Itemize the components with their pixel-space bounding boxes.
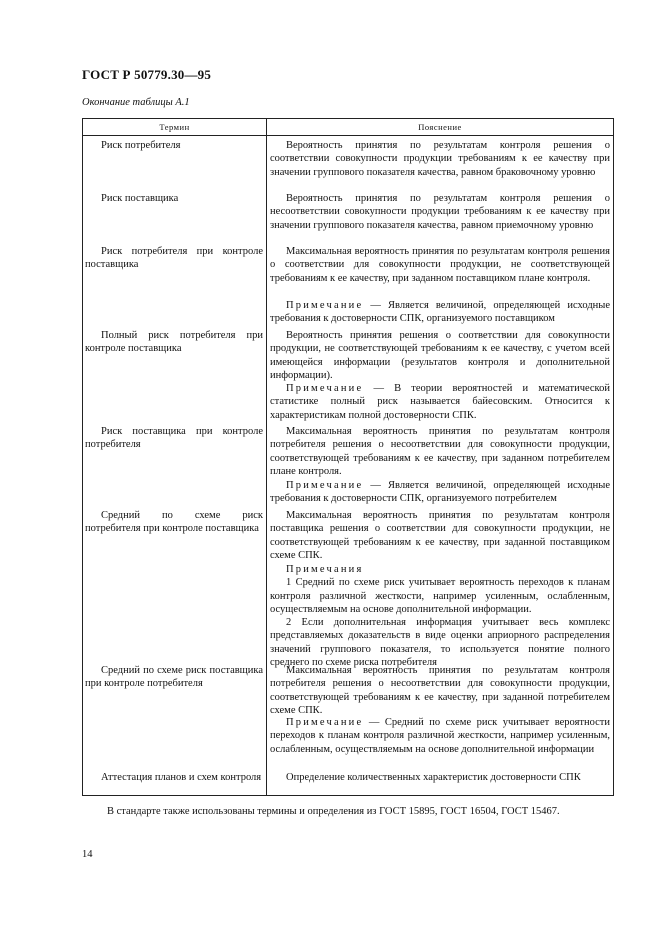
def-consumer-risk: Вероятность принятия по результатам контроля решения о соответствии совокупности продукции требованиям к ее качеству при значении группового показателя качества, равном браковочному уровню bbox=[270, 140, 610, 178]
page-number: 14 bbox=[82, 849, 93, 860]
def-average-supplier-risk: Максимальная вероятность принятия по результатам контроля потребителя решения о несоответствии для совокупности продукции, соответствующей требованиям к ее качеству, при заданной потребителем схеме СПК. bbox=[270, 665, 610, 716]
note-average-consumer-risk: Примечания 1 Средний по схеме риск учитывает вероятность переходов к планам контроля различной жесткости, например усиленным, ослабленным, осуществляемым на основе дополнительной информации. 2 Если дополнительная информация учитывает весь комплекс представляемых доказательств в виде оценки априорного распределения значений группового показателя, то используется понятие полного среднего по схеме риска потребителя bbox=[270, 564, 610, 669]
document-code: ГОСТ Р 50779.30—95 bbox=[82, 67, 212, 82]
note-supplier-risk-consumer-control: Примечание — Является величиной, определяющей исходные требования к достоверности СПК, организуемого потребителем bbox=[270, 480, 610, 505]
header-term: Термин bbox=[159, 122, 190, 132]
header-explanation: Пояснение bbox=[418, 122, 462, 132]
term-average-supplier-risk: Средний по схеме риск поставщика при контроле потребителя bbox=[85, 665, 263, 690]
term-consumer-risk-supplier-control: Риск потребителя при контроле поставщика bbox=[85, 246, 263, 271]
term-consumer-risk: Риск потребителя bbox=[101, 140, 181, 151]
def-consumer-risk-supplier-control: Максимальная вероятность принятия по результатам контроля решения о соответствии для совокупности продукции, не соответствующей требованиям к ее качеству, при заданном поставщиком плане контроля. bbox=[270, 246, 610, 284]
term-supplier-risk-consumer-control: Риск поставщика при контроле потребителя bbox=[85, 426, 263, 451]
note-full-consumer-risk: Примечание — В теории вероятностей и математической статистике полный риск называется байесовским. Относится к характеристикам полной достоверности СПК. bbox=[270, 383, 610, 421]
note-item: 2 Если дополнительная информация учитывает весь комплекс представляемых доказательств в виде оценки априорного распределения значений группового показателя, то используется понятие полного среднего по схеме риска потребителя bbox=[270, 617, 610, 669]
term-supplier-risk: Риск поставщика bbox=[101, 193, 179, 204]
note-consumer-risk-supplier-control: Примечание — Является величиной, определяющей исходные требования к достоверности СПК, организуемого поставщиком bbox=[270, 300, 610, 325]
def-supplier-risk-consumer-control: Максимальная вероятность принятия по результатам контроля потребителя решения о несоответствии для совокупности продукции, соответствующей требованиям к ее качеству, при заданном потребителем плане контроля. bbox=[270, 426, 610, 477]
def-full-consumer-risk: Вероятность принятия решения о соответствии для совокупности продукции, не соответствующей требованиям к ее качеству, с учетом всей имеющейся информации (результатов контроля и дополнительной информации). bbox=[270, 330, 610, 381]
def-average-consumer-risk: Максимальная вероятность принятия по результатам контроля поставщика решения о соответствии для совокупности продукции, не соответствующей требованиям к ее качеству, при заданной поставщиком схеме СПК. bbox=[270, 510, 610, 561]
term-average-consumer-risk: Средний по схеме риск потребителя при контроле поставщика bbox=[85, 510, 263, 535]
footnote: В стандарте также использованы термины и определения из ГОСТ 15895, ГОСТ 16504, ГОСТ 15467. bbox=[107, 806, 560, 817]
term-full-consumer-risk: Полный риск потребителя при контроле поставщика bbox=[85, 330, 263, 355]
def-supplier-risk: Вероятность принятия по результатам контроля решения о несоответствии совокупности продукции требованиям к ее качеству при значении группового показателя качества, равном приемочному уровню bbox=[270, 193, 610, 231]
note-item: 1 Средний по схеме риск учитывает вероятность переходов к планам контроля различной жесткости, например усиленным, ослабленным, осуществляемым на основе дополнительной информации. bbox=[270, 577, 610, 615]
terms-table bbox=[82, 118, 614, 796]
term-plan-certification: Аттестация планов и схем контроля bbox=[101, 772, 262, 783]
table-caption: Окончание таблицы А.1 bbox=[82, 97, 190, 108]
note-average-supplier-risk: Примечание — Средний по схеме риск учитывает вероятности переходов к планам контроля различной жесткости, например усиленным, ослабленным, осуществляемым на основе дополнительной информации bbox=[270, 717, 610, 755]
def-plan-certification: Определение количественных характеристик достоверности СПК bbox=[286, 772, 581, 783]
column-divider bbox=[266, 119, 267, 795]
table-header bbox=[83, 119, 613, 136]
